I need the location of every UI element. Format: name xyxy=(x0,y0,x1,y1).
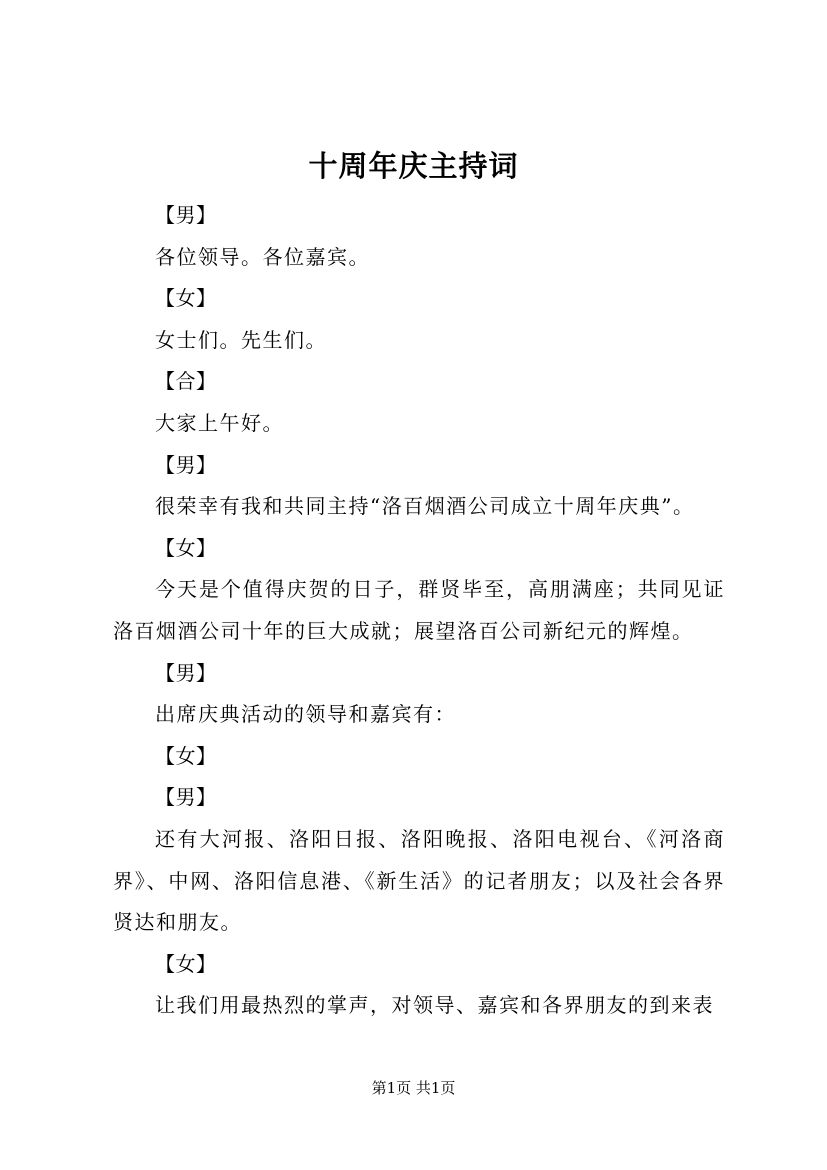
paragraph: 让我们用最热烈的掌声，对领导、嘉宾和各界朋友的到来表 xyxy=(155,993,714,1018)
speaker-label: 【男】 xyxy=(155,203,217,227)
speaker-label: 【男】 xyxy=(155,785,217,810)
page-footer: 第1页 共1页 xyxy=(371,1079,456,1097)
paragraph: 各位领导。各位嘉宾。 xyxy=(155,244,370,269)
paragraph: 今天是个值得庆贺的日子，群贤毕至，高朋满座；共同见证洛百烟酒公司十年的巨大成就；展望洛百公司新纪元的辉煌。 xyxy=(113,577,725,643)
speaker-label: 【女】 xyxy=(155,743,217,768)
speaker-label: 【女】 xyxy=(155,286,217,311)
speaker-label: 【男】 xyxy=(155,452,217,477)
paragraph: 很荣幸有我和共同主持“洛百烟酒公司成立十周年庆典”。 xyxy=(155,494,695,519)
paragraph: 女士们。先生们。 xyxy=(155,327,327,352)
speaker-label: 【女】 xyxy=(155,535,217,560)
paragraph: 还有大河报、洛阳日报、洛阳晚报、洛阳电视台、《河洛商界》、中网、洛阳信息港、《新生活》的记者朋友；以及社会各界贤达和朋友。 xyxy=(113,826,725,935)
speaker-label: 【男】 xyxy=(155,660,217,685)
paragraph: 大家上午好。 xyxy=(155,410,284,435)
document-title: 十周年庆主持词 xyxy=(308,149,519,183)
speaker-label: 【女】 xyxy=(155,951,217,976)
speaker-label: 【合】 xyxy=(155,369,217,394)
document-body xyxy=(113,195,725,1027)
paragraph: 出席庆典活动的领导和嘉宾有： xyxy=(155,702,456,727)
